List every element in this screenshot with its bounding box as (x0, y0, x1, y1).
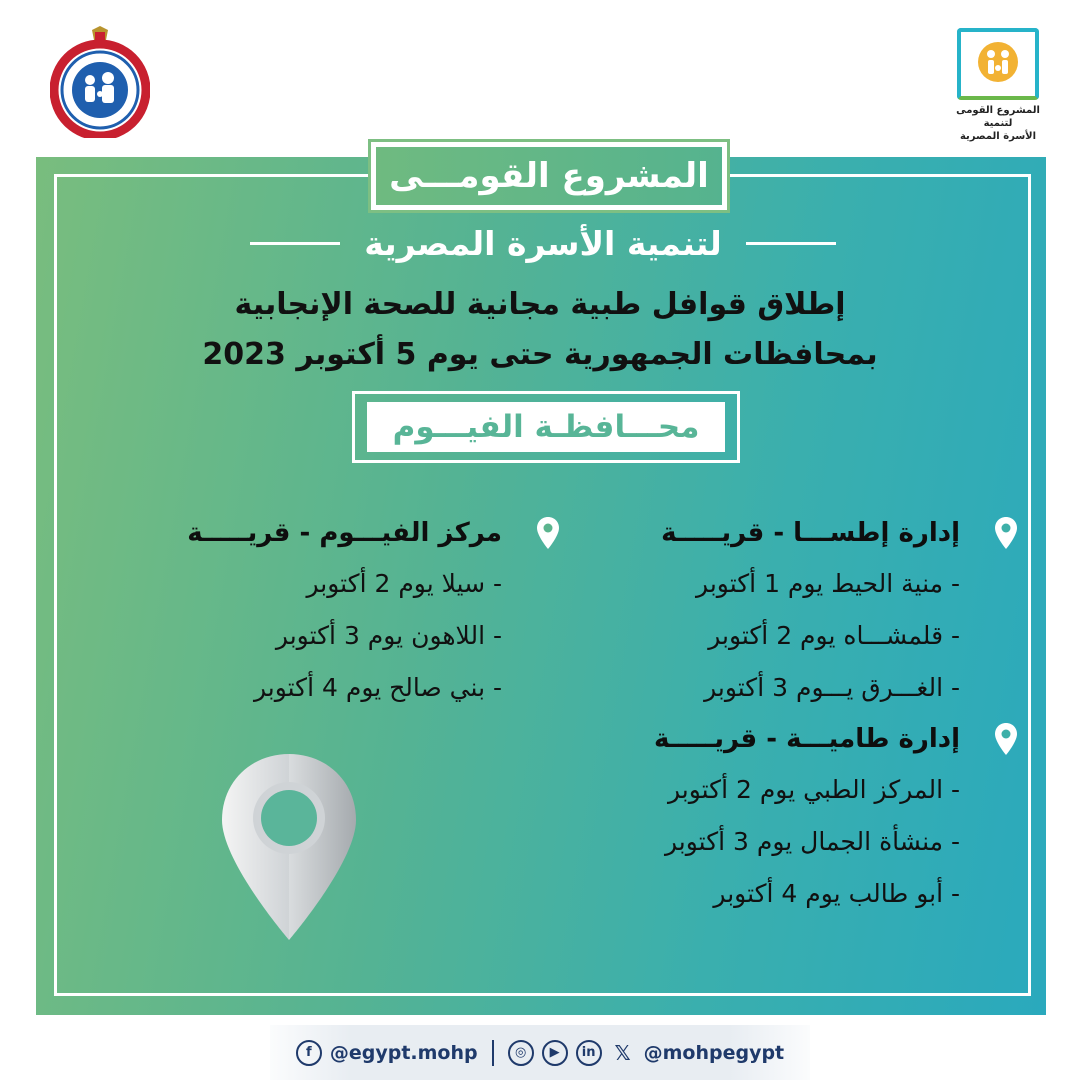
itsa-tamiya-column (530, 508, 960, 920)
list-item: - سيلا يوم 2 أكتوبر (82, 558, 502, 610)
section-heading-tamiya-text: إدارة طاميـــة - قريـــــة (654, 724, 960, 754)
subtitle-row (250, 218, 836, 268)
list-item: - الغـــرق يـــوم 3 أكتوبر (530, 662, 960, 714)
project-logo-line-2: لتنمية (983, 118, 1013, 129)
ministry-logo (50, 26, 150, 138)
youtube-icon[interactable]: ▶ (542, 1040, 568, 1066)
section-heading-itsa-text: إدارة إطســـا - قريـــــة (661, 518, 960, 548)
project-logo-line-1: المشروع القومى (956, 105, 1040, 116)
list-item: - المركز الطبي يوم 2 أكتوبر (530, 764, 960, 816)
project-logo-line-3: الأسرة المصرية (959, 131, 1037, 142)
facebook-handle[interactable]: @egypt.mohp (329, 1041, 478, 1064)
list-item: - بني صالح يوم 4 أكتوبر (82, 662, 502, 714)
subtitle: لتنمية الأسرة المصرية (364, 223, 722, 263)
fayoum-column (82, 508, 502, 714)
headline-line-2: بمحافظات الجمهورية حتى يوم 5 أكتوبر 2023 (202, 337, 878, 372)
facebook-icon[interactable]: f (296, 1040, 322, 1066)
social-handle[interactable]: @mohpegypt (643, 1041, 785, 1064)
linkedin-icon[interactable]: in (576, 1040, 602, 1066)
location-pin-icon (994, 722, 1018, 756)
location-pin-icon (536, 516, 560, 550)
location-pin-icon (994, 516, 1018, 550)
family-icon (957, 28, 1039, 100)
x-icon[interactable]: 𝕏 (614, 1040, 631, 1065)
section-heading-fayoum (82, 508, 502, 558)
list-item: - منشأة الجمال يوم 3 أكتوبر (530, 816, 960, 868)
large-location-pin-icon (219, 752, 359, 942)
list-item: - منية الحيط يوم 1 أكتوبر (530, 558, 960, 610)
list-item: - اللاهون يوم 3 أكتوبر (82, 610, 502, 662)
instagram-icon[interactable]: ◎ (508, 1040, 534, 1066)
list-item: - أبو طالب يوم 4 أكتوبر (530, 868, 960, 920)
list-item: - قلمشـــاه يوم 2 أكتوبر (530, 610, 960, 662)
governorate-box (352, 391, 740, 463)
governorate-label: محـــافظـة الفيـــوم (367, 402, 725, 452)
footer-separator (492, 1040, 494, 1066)
social-footer (270, 1025, 810, 1080)
project-logo (948, 28, 1048, 148)
page-title: المشروع القومـــى (376, 147, 722, 205)
headline-line-1: إطلاق قوافل طبية مجانية للصحة الإنجابية (234, 287, 846, 322)
title-box (368, 139, 730, 213)
section-heading-fayoum-text: مركز الفيـــوم - قريـــــة (187, 518, 502, 548)
section-heading-itsa (530, 508, 960, 558)
section-heading-tamiya (530, 714, 960, 764)
divider-left (250, 242, 340, 245)
divider-right (746, 242, 836, 245)
